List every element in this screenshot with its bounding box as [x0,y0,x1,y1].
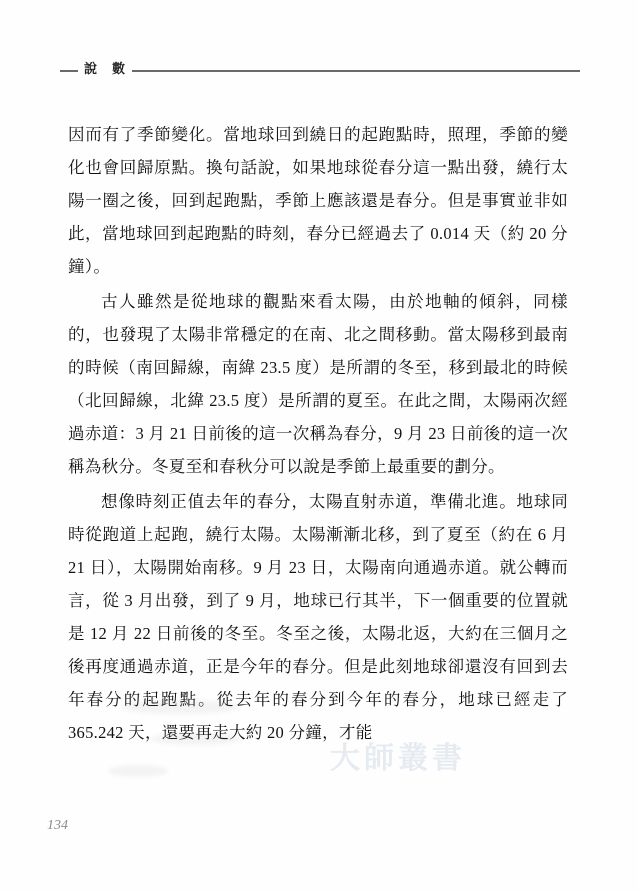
scan-artifact [108,765,168,777]
body-text [68,118,568,751]
paragraph: 古人雖然是從地球的觀點來看太陽，由於地軸的傾斜，同樣的，也發現了太陽非常穩定的在南、北之間移動。當太陽移到最南的時候（南回歸線，南緯 23.5 度）是所謂的冬至，移到最北的時候（北回歸線，北緯 23.5 度）是所謂的夏至。在此之間，太陽兩次經過赤道：3 月 21 日前後的這一次稱為春分，9 月 23 日前後的這一次稱為秋分。冬夏至和春秋分可以說是季節上最重要的劃分。 [68,292,568,476]
paragraph: 想像時刻正值去年的春分，太陽直射赤道，準備北進。地球同時從跑道上起跑，繞行太陽。太陽漸漸北移，到了夏至（約在 6 月 21 日），太陽開始南移。9 月 23 日，太陽南向通過赤道。就公轉而言，從 3 月出發，到了 9 月，地球已行其半，下一個重要的位置就是 12 月 22 日前後的冬至。冬至之後，太陽北返，大約在三個月之後再度通過赤道，正是今年的春分。但是此刻地球卻還沒有回到去年春分的起跑點。從去年的春分到今年的春分，地球已經走了 365.242 天，還要再走大約 20 分鐘，才能 [68,492,568,742]
page-number: 134 [47,818,68,833]
header-rule [60,70,580,72]
running-head-title: 說 數 [78,58,132,77]
watermark: 大師叢書 [330,741,466,776]
paragraph: 因而有了季節變化。當地球回到繞日的起跑點時，照理，季節的變化也會回歸原點。換句話說，如果地球從春分這一點出發，繞行太陽一圈之後，回到起跑點，季節上應該還是春分。但是事實並非如此，當地球回到起跑點的時刻，春分已經過去了 0.014 天（約 20 分鐘）。 [68,125,568,276]
running-head [60,58,580,82]
